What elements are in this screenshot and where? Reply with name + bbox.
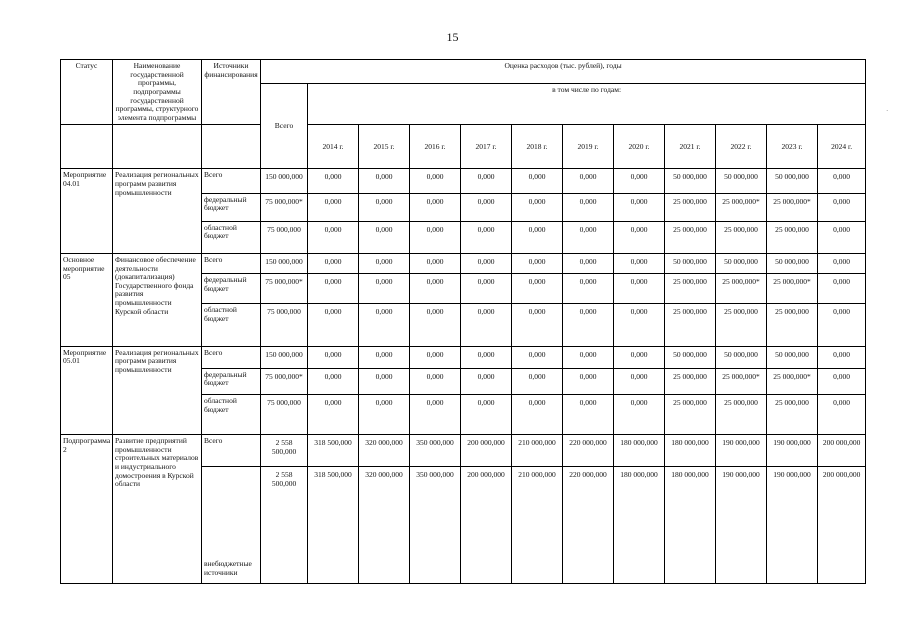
header-year: 2015 г. [359, 125, 410, 169]
value-cell: 0,000 [512, 193, 563, 221]
value-cell: 50 000,000 [665, 253, 716, 273]
value-cell: 0,000 [512, 394, 563, 434]
value-cell: 0,000 [461, 253, 512, 273]
total-cell: 75 000,000* [261, 193, 308, 221]
source-cell: федеральный бюджет [202, 368, 261, 394]
value-cell: 25 000,000 [767, 394, 818, 434]
value-cell: 25 000,000 [665, 221, 716, 253]
status-cell: Мероприятие 04.01 [61, 169, 113, 254]
value-cell: 0,000 [512, 169, 563, 193]
value-cell: 25 000,000 [767, 304, 818, 346]
value-cell: 350 000,000 [410, 467, 461, 584]
value-cell: 25 000,000 [665, 368, 716, 394]
value-cell: 0,000 [614, 274, 665, 304]
value-cell: 25 000,000 [716, 394, 767, 434]
value-cell: 0,000 [410, 169, 461, 193]
value-cell: 0,000 [614, 394, 665, 434]
value-cell: 0,000 [818, 274, 866, 304]
margin-mark: · [886, 107, 889, 115]
value-cell: 0,000 [410, 346, 461, 368]
value-cell: 0,000 [563, 253, 614, 273]
status-cell: Основное мероприятие 05 [61, 253, 113, 346]
value-cell: 25 000,000* [767, 368, 818, 394]
value-cell: 0,000 [308, 221, 359, 253]
value-cell: 180 000,000 [614, 467, 665, 584]
value-cell: 320 000,000 [359, 467, 410, 584]
value-cell: 0,000 [512, 346, 563, 368]
total-cell: 75 000,000 [261, 221, 308, 253]
value-cell: 0,000 [461, 368, 512, 394]
value-cell: 180 000,000 [665, 435, 716, 467]
value-cell: 0,000 [308, 253, 359, 273]
value-cell: 0,000 [614, 304, 665, 346]
value-cell: 0,000 [461, 169, 512, 193]
header-year: 2021 г. [665, 125, 716, 169]
value-cell: 50 000,000 [716, 169, 767, 193]
value-cell: 25 000,000* [767, 274, 818, 304]
source-cell: областной бюджет [202, 221, 261, 253]
value-cell: 25 000,000 [716, 304, 767, 346]
value-cell: 0,000 [308, 346, 359, 368]
status-cell: Мероприятие 05.01 [61, 346, 113, 435]
header-year: 2022 г. [716, 125, 767, 169]
value-cell: 50 000,000 [716, 253, 767, 273]
value-cell: 50 000,000 [665, 346, 716, 368]
header-year: 2018 г. [512, 125, 563, 169]
value-cell: 50 000,000 [716, 346, 767, 368]
header-year: 2016 г. [410, 125, 461, 169]
value-cell: 0,000 [512, 253, 563, 273]
value-cell: 320 000,000 [359, 435, 410, 467]
total-cell: 75 000,000* [261, 368, 308, 394]
value-cell: 0,000 [563, 193, 614, 221]
source-cell: федеральный бюджет [202, 193, 261, 221]
value-cell: 210 000,000 [512, 467, 563, 584]
total-cell: 2 558 500,000 [261, 467, 308, 584]
value-cell: 0,000 [308, 274, 359, 304]
value-cell: 25 000,000* [716, 193, 767, 221]
value-cell: 318 500,000 [308, 467, 359, 584]
value-cell: 190 000,000 [716, 435, 767, 467]
value-cell: 0,000 [563, 368, 614, 394]
value-cell: 0,000 [461, 394, 512, 434]
value-cell: 0,000 [512, 304, 563, 346]
value-cell: 0,000 [308, 304, 359, 346]
total-cell: 150 000,000 [261, 169, 308, 193]
value-cell: 0,000 [818, 169, 866, 193]
value-cell: 0,000 [359, 169, 410, 193]
table-row [61, 169, 866, 193]
header-year: 2019 г. [563, 125, 614, 169]
value-cell: 0,000 [512, 368, 563, 394]
value-cell: 0,000 [512, 274, 563, 304]
value-cell: 0,000 [359, 304, 410, 346]
source-cell: областной бюджет [202, 304, 261, 346]
value-cell: 0,000 [563, 221, 614, 253]
total-cell: 75 000,000 [261, 394, 308, 434]
value-cell: 0,000 [410, 253, 461, 273]
header-year: 2014 г. [308, 125, 359, 169]
value-cell: 0,000 [461, 274, 512, 304]
value-cell: 0,000 [308, 193, 359, 221]
value-cell: 200 000,000 [461, 435, 512, 467]
value-cell: 220 000,000 [563, 467, 614, 584]
value-cell: 25 000,000 [665, 274, 716, 304]
status-cell: Подпрограмма 2 [61, 435, 113, 584]
value-cell: 0,000 [563, 169, 614, 193]
total-cell: 150 000,000 [261, 253, 308, 273]
value-cell: 0,000 [818, 253, 866, 273]
value-cell: 0,000 [614, 346, 665, 368]
value-cell: 210 000,000 [512, 435, 563, 467]
value-cell: 0,000 [359, 253, 410, 273]
source-cell: Всего [202, 169, 261, 193]
source-cell: областной бюджет [202, 394, 261, 434]
value-cell: 190 000,000 [716, 467, 767, 584]
value-cell: 0,000 [818, 221, 866, 253]
value-cell: 0,000 [563, 346, 614, 368]
value-cell: 50 000,000 [767, 253, 818, 273]
value-cell: 0,000 [410, 193, 461, 221]
table-row [61, 346, 866, 368]
value-cell: 0,000 [614, 368, 665, 394]
value-cell: 200 000,000 [461, 467, 512, 584]
value-cell: 0,000 [359, 394, 410, 434]
value-cell: 0,000 [410, 274, 461, 304]
value-cell: 0,000 [818, 193, 866, 221]
value-cell: 25 000,000 [665, 394, 716, 434]
value-cell: 0,000 [308, 368, 359, 394]
source-cell: федеральный бюджет [202, 274, 261, 304]
value-cell: 50 000,000 [665, 169, 716, 193]
value-cell: 0,000 [359, 346, 410, 368]
source-cell: Всего [202, 253, 261, 273]
value-cell: 0,000 [410, 304, 461, 346]
value-cell: 0,000 [563, 394, 614, 434]
value-cell: 0,000 [359, 274, 410, 304]
table-body [61, 169, 866, 584]
header-total: Всего [261, 84, 308, 169]
value-cell: 25 000,000 [665, 304, 716, 346]
value-cell: 0,000 [614, 221, 665, 253]
header-year: 2023 г. [767, 125, 818, 169]
value-cell: 0,000 [614, 193, 665, 221]
value-cell: 350 000,000 [410, 435, 461, 467]
value-cell: 0,000 [461, 221, 512, 253]
value-cell: 0,000 [818, 394, 866, 434]
name-cell: Финансовое обеспечение деятельности (докапитализация) Государственного фонда развития промышленности Курской области [113, 253, 202, 346]
table-row [61, 253, 866, 273]
value-cell: 0,000 [818, 304, 866, 346]
total-cell: 150 000,000 [261, 346, 308, 368]
name-cell: Реализация региональных программ развития промышленности [113, 346, 202, 435]
source-cell: внебюджетные источники [202, 467, 261, 584]
value-cell: 0,000 [461, 346, 512, 368]
value-cell: 25 000,000* [716, 274, 767, 304]
value-cell: 0,000 [461, 304, 512, 346]
header-year: 2024 г. [818, 125, 866, 169]
value-cell: 0,000 [512, 221, 563, 253]
value-cell: 0,000 [410, 368, 461, 394]
name-cell: Реализация региональных программ развития промышленности [113, 169, 202, 254]
value-cell: 180 000,000 [614, 435, 665, 467]
total-cell: 75 000,000 [261, 304, 308, 346]
value-cell: 318 500,000 [308, 435, 359, 467]
header-status: Статус [61, 60, 113, 125]
value-cell: 0,000 [563, 274, 614, 304]
source-cell: Всего [202, 435, 261, 467]
value-cell: 0,000 [461, 193, 512, 221]
value-cell: 25 000,000 [767, 221, 818, 253]
total-cell: 75 000,000* [261, 274, 308, 304]
header-by-years: в том числе по годам: [308, 84, 866, 125]
value-cell: 180 000,000 [665, 467, 716, 584]
page-number: 15 [446, 30, 459, 44]
value-cell: 0,000 [308, 169, 359, 193]
value-cell: 25 000,000* [767, 193, 818, 221]
total-cell: 2 558 500,000 [261, 435, 308, 467]
source-cell: Всего [202, 346, 261, 368]
value-cell: 0,000 [308, 394, 359, 434]
expenditure-table [60, 59, 866, 584]
value-cell: 0,000 [410, 394, 461, 434]
header-estimate: Оценка расходов (тыс. рублей), годы [261, 60, 866, 84]
value-cell: 25 000,000 [716, 221, 767, 253]
value-cell: 200 000,000 [818, 467, 866, 584]
value-cell: 0,000 [614, 169, 665, 193]
value-cell: 50 000,000 [767, 346, 818, 368]
value-cell: 0,000 [818, 368, 866, 394]
value-cell: 220 000,000 [563, 435, 614, 467]
value-cell: 25 000,000* [716, 368, 767, 394]
value-cell: 25 000,000 [665, 193, 716, 221]
value-cell: 200 000,000 [818, 435, 866, 467]
header-source: Источники финансирования [202, 60, 261, 125]
value-cell: 0,000 [359, 193, 410, 221]
name-cell: Развитие предприятий промышленности строительных материалов и индустриального домостроения в Курской области [113, 435, 202, 584]
value-cell: 190 000,000 [767, 467, 818, 584]
value-cell: 0,000 [359, 221, 410, 253]
header-year: 2020 г. [614, 125, 665, 169]
value-cell: 0,000 [614, 253, 665, 273]
header-year: 2017 г. [461, 125, 512, 169]
header-name: Наименование государственной программы, подпрограммы государственной программы, структурного элемента подпрограммы [113, 60, 202, 125]
value-cell: 50 000,000 [767, 169, 818, 193]
value-cell: 0,000 [563, 304, 614, 346]
value-cell: 190 000,000 [767, 435, 818, 467]
table-row [61, 435, 866, 467]
value-cell: 0,000 [818, 346, 866, 368]
value-cell: 0,000 [359, 368, 410, 394]
value-cell: 0,000 [410, 221, 461, 253]
